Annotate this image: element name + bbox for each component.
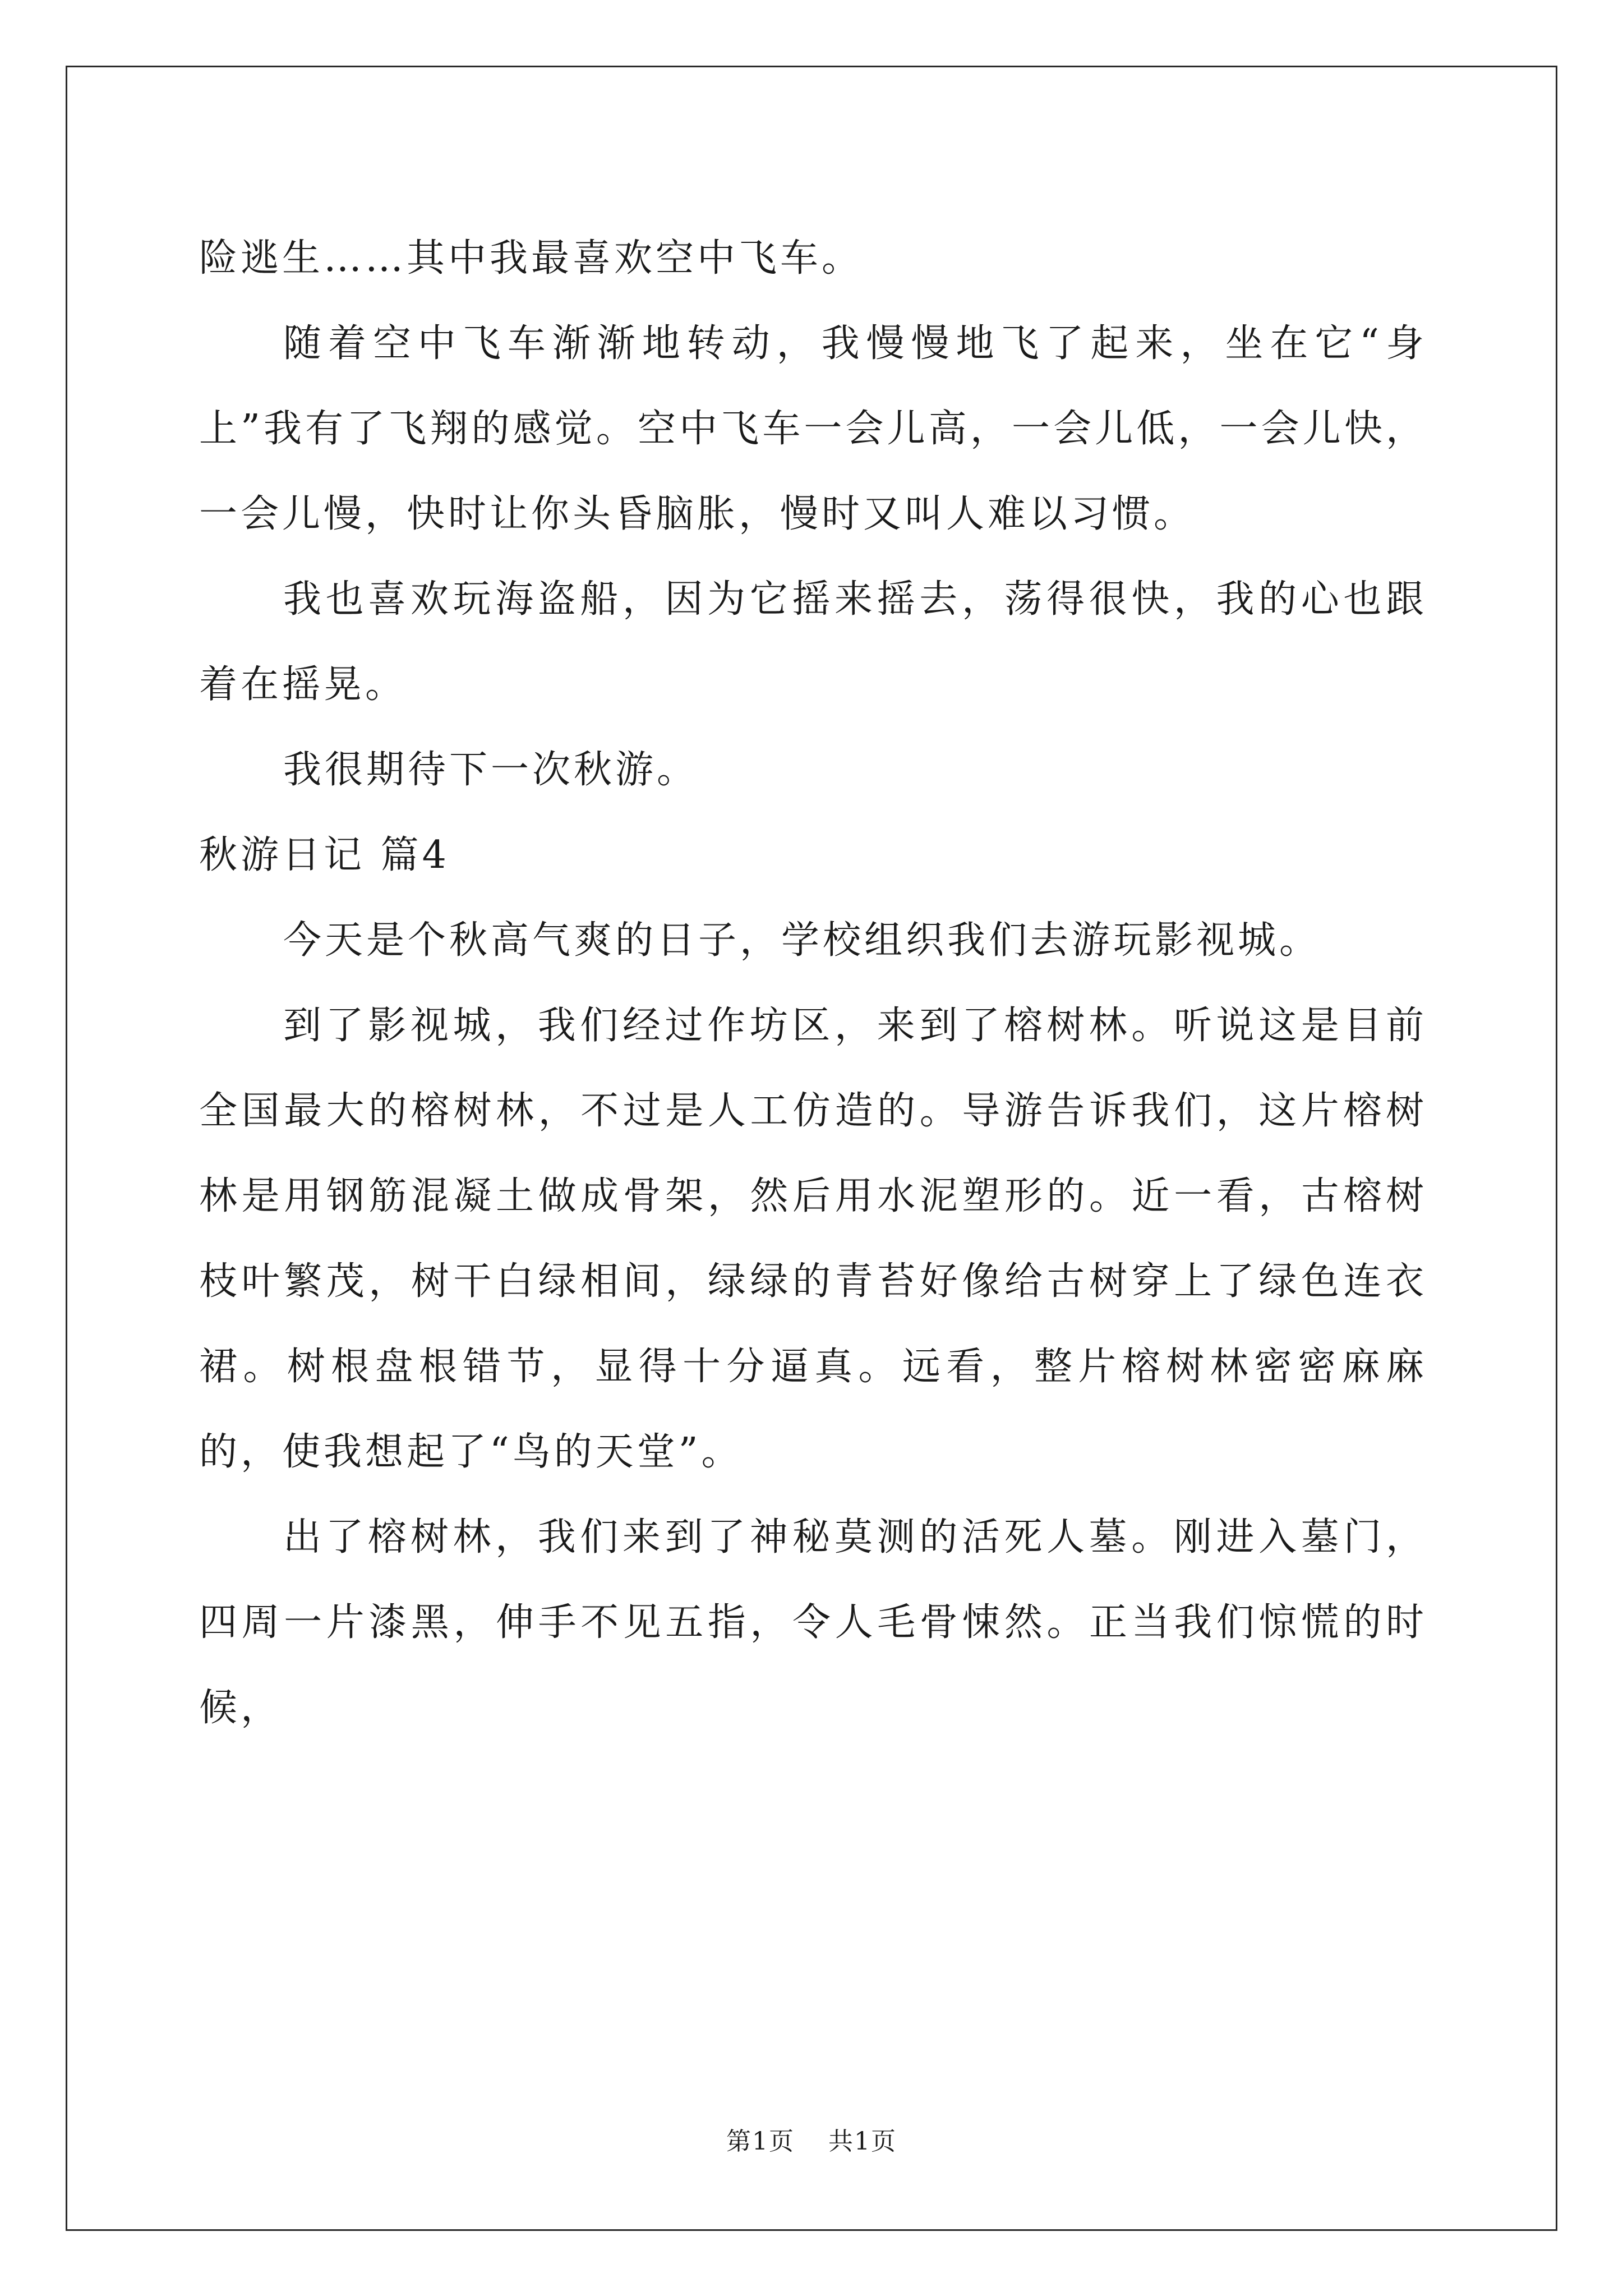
paragraph: 险逃生……其中我最喜欢空中飞车。 [199,236,864,280]
paragraph: 到了影视城，我们经过作坊区，来到了榕树林。听说这是目前全国最大的榕树林，不过是人工仿造的。导游告诉我们，这片榕树林是用钢筋混凝土做成骨架，然后用水泥塑形的。近一看，古榕树枝叶繁茂，树干白绿相间，绿绿的青苔好像给古树穿上了绿色连衣裙。树根盘根错节，显得十分逼真。远看，整片榕树林密密麻麻的，使我想起了“鸟的天堂”。 [199,1004,1427,1474]
paragraph: 今天是个秋高气爽的日子，学校组织我们去游玩影视城。 [283,918,1321,963]
page-number: 第1页 [726,2127,795,2156]
paragraph: 随着空中飞车渐渐地转动，我慢慢地飞了起来，坐在它“身上”我有了飞翔的感觉。空中飞车一会儿高，一会儿低，一会儿快，一会儿慢，快时让你头昏脑胀，慢时又叫人难以习惯。 [199,321,1427,536]
document-body [199,216,1427,1751]
page-total: 共1页 [828,2127,897,2156]
section-heading: 秋游日记 篇4 [199,833,450,877]
page-footer [0,2125,1623,2159]
paragraph: 我很期待下一次秋游。 [283,748,699,792]
paragraph: 出了榕树林，我们来到了神秘莫测的活死人墓。刚进入墓门，四周一片漆黑，伸手不见五指，令人毛骨悚然。正当我们惊慌的时候， [199,1515,1427,1730]
paragraph: 我也喜欢玩海盗船，因为它摇来摇去，荡得很快，我的心也跟着在摇晃。 [199,577,1427,707]
